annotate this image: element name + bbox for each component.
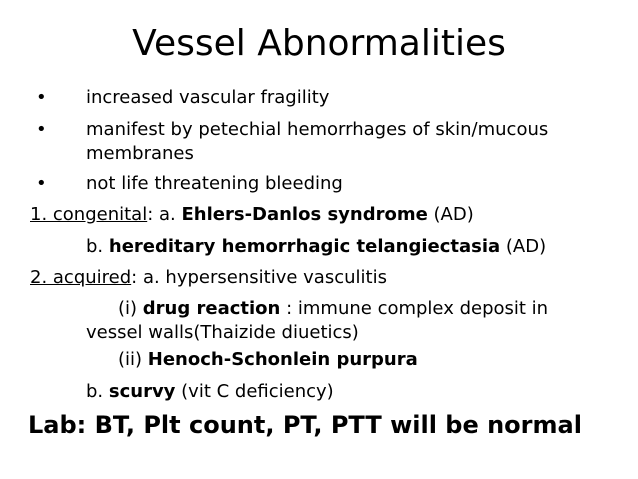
bullet-not-life-threatening: not life threatening bleeding bbox=[86, 173, 343, 194]
acquired-b-line bbox=[86, 380, 334, 404]
congenital-b-line bbox=[86, 235, 546, 259]
congenital-label: 1. congenital bbox=[30, 204, 148, 225]
congenital-a-prefix: : a. bbox=[147, 204, 182, 225]
congenital-b-suffix: (AD) bbox=[500, 236, 547, 257]
ehlers-danlos-term: Ehlers-Danlos syndrome bbox=[181, 204, 428, 225]
bullet-petechial-cont: membranes bbox=[86, 143, 194, 164]
lab-summary: Lab: BT, Plt count, PT, PTT will be normal bbox=[28, 411, 582, 439]
acquired-line bbox=[30, 266, 387, 290]
scurvy-term: scurvy bbox=[108, 381, 176, 402]
acquired-a-text: : a. hypersensitive vasculitis bbox=[131, 267, 387, 288]
acquired-i-prefix: (i) bbox=[118, 298, 143, 319]
bullet-dot: • bbox=[36, 173, 47, 194]
acquired-i-line bbox=[118, 297, 548, 321]
acquired-b-suffix: (vit C deficiency) bbox=[175, 381, 334, 402]
acquired-ii-line bbox=[118, 348, 418, 372]
bullet-dot: • bbox=[36, 119, 47, 140]
slide-title: Vessel Abnormalities bbox=[132, 23, 506, 64]
bullet-petechial: manifest by petechial hemorrhages of skin/mucous bbox=[86, 119, 549, 140]
acquired-i-cont: vessel walls(Thaizide diuetics) bbox=[86, 322, 359, 343]
acquired-i-suffix: : immune complex deposit in bbox=[280, 298, 549, 319]
telangiectasia-term: hereditary hemorrhagic telangiectasia bbox=[108, 236, 501, 257]
congenital-line bbox=[30, 203, 474, 227]
drug-reaction-term: drug reaction bbox=[142, 298, 281, 319]
congenital-a-suffix: (AD) bbox=[427, 204, 474, 225]
congenital-b-prefix: b. bbox=[86, 236, 109, 257]
bullet-vascular-fragility: increased vascular fragility bbox=[86, 87, 330, 108]
acquired-b-prefix: b. bbox=[86, 381, 109, 402]
acquired-ii-prefix: (ii) bbox=[118, 349, 148, 370]
acquired-label: 2. acquired bbox=[30, 267, 132, 288]
bullet-dot: • bbox=[36, 87, 47, 108]
henoch-schonlein-term: Henoch-Schonlein purpura bbox=[147, 349, 418, 370]
